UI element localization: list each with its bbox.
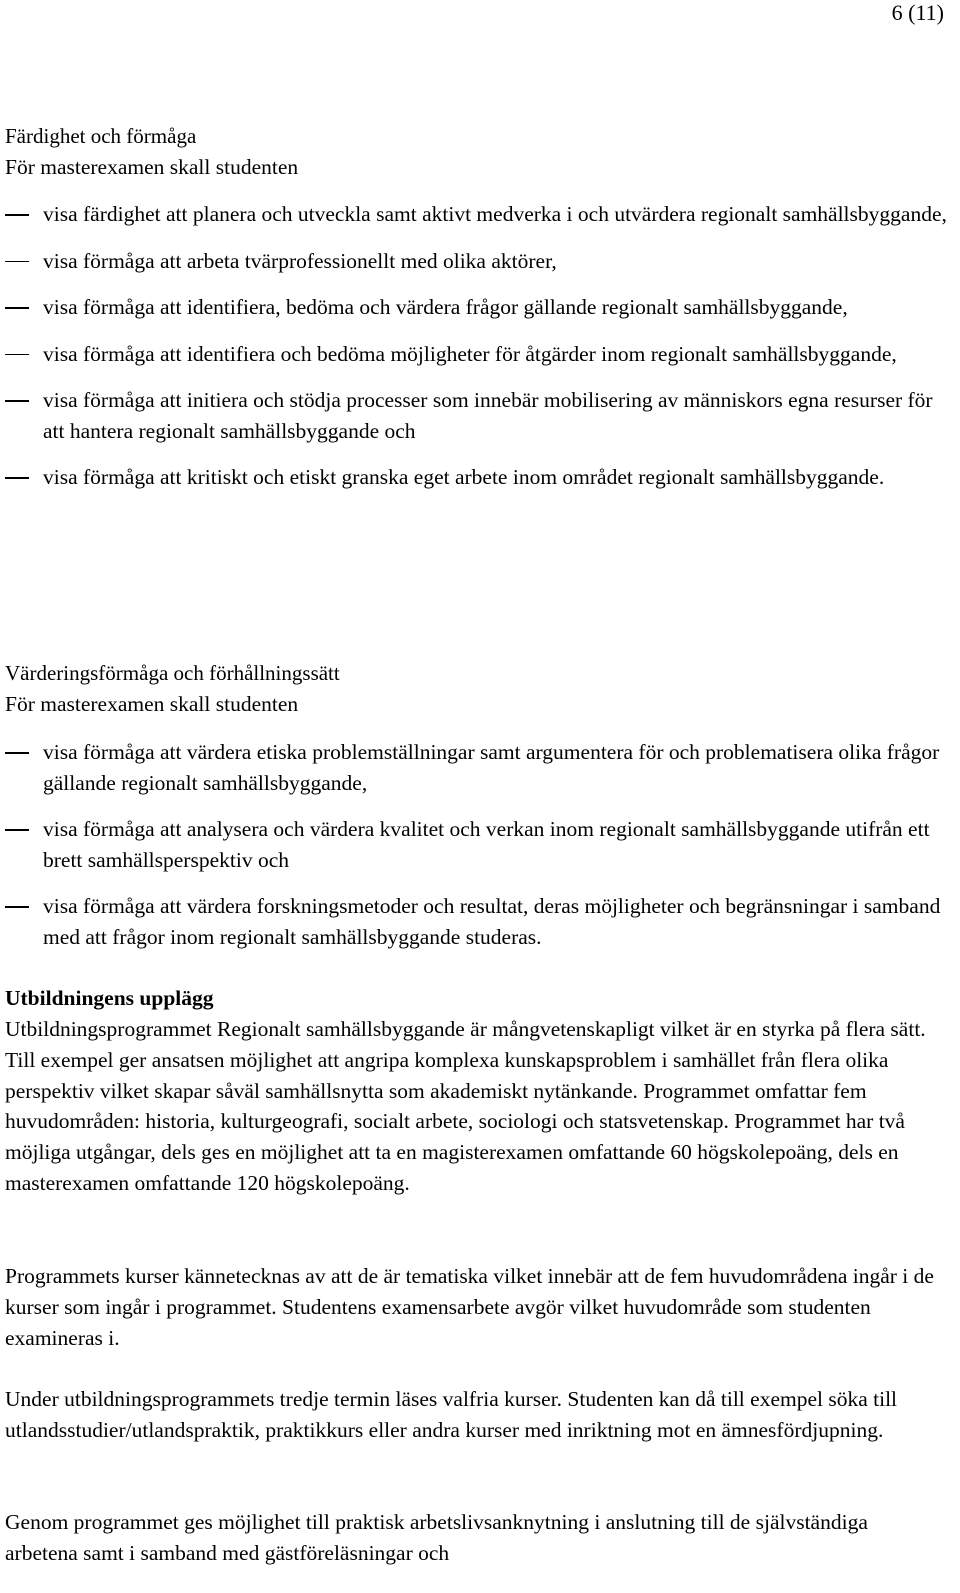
paragraph: Genom programmet ges möjlighet till praktisk arbetslivsanknytning i anslutning till de självständiga arbetena samt i samband med gästföreläsningar och [5, 1510, 868, 1565]
section-intro: För masterexamen skall studenten [5, 692, 299, 716]
list-item: visa förmåga att analysera och värdera kvalitet och verkan inom regionalt samhällsbyggande utifrån ett brett samhällsperspektiv och [5, 814, 948, 875]
paragraph: Under utbildningsprogrammets tredje termin läses valfria kurser. Studenten kan då till exempel söka till utlandsstudier/utlandspraktik, praktikkurs eller andra kurser med inriktning mot en ämnesfördjupning. [5, 1387, 898, 1442]
section-values [5, 658, 340, 720]
list-item: visa förmåga att värdera etiska problemställningar samt argumentera för och problematisera olika frågor gällande regionalt samhällsbyggande, [5, 737, 948, 798]
list-item: visa förmåga att kritiskt och etiskt granska eget arbete inom området regionalt samhällsbyggande. [5, 462, 948, 493]
values-list [5, 737, 948, 952]
section-skills [5, 121, 298, 183]
section-heading: Utbildningens upplägg [5, 986, 214, 1010]
skills-list [5, 199, 948, 493]
section-intro: För masterexamen skall studenten [5, 155, 299, 179]
list-item: visa färdighet att planera och utveckla samt aktivt medverka i och utvärdera regionalt samhällsbyggande, [5, 199, 948, 230]
list-item: visa förmåga att initiera och stödja processer som innebär mobilisering av människors egna resurser för att hantera regionalt samhällsbyggande och [5, 385, 948, 446]
list-item: visa förmåga att identifiera, bedöma och värdera frågor gällande regionalt samhällsbyggande, [5, 292, 948, 323]
section-heading: Värderingsförmåga och förhållningssätt [5, 661, 340, 685]
paragraph: Utbildningsprogrammet Regionalt samhällsbyggande är mångvetenskapligt vilket är en styrka på flera sätt. Till exempel ger ansatsen möjlighet att angripa komplexa kunskapsproblem i samhället från flera olika perspektiv vilket skapar såväl samhällsnytta som akademiskt nytänkande. Programmet omfattar fem huvudområden: historia, kulturgeografi, socialt arbete, sociologi och statsvetenskap. Programmet har två möjliga utgångar, dels ges en möjlighet att ta en magisterexamen omfattande 60 högskolepoäng, dels en masterexamen omfattande 120 högskolepoäng. [5, 1017, 926, 1195]
list-item: visa förmåga att värdera forskningsmetoder och resultat, deras möjligheter och begränsningar i samband med att frågor inom regionalt samhällsbyggande studeras. [5, 891, 948, 952]
section-heading: Färdighet och förmåga [5, 124, 197, 148]
page-number: 6 (11) [891, 0, 944, 25]
section-structure [5, 983, 214, 1014]
paragraph: Programmets kurser kännetecknas av att de är tematiska vilket innebär att de fem huvudområdena ingår i de kurser som ingår i programmet. Studentens examensarbete avgör vilket huvudområde som studenten examineras i. [5, 1264, 934, 1350]
list-item: visa förmåga att identifiera och bedöma möjligheter för åtgärder inom regionalt samhällsbyggande, [5, 339, 948, 370]
list-item: visa förmåga att arbeta tvärprofessionellt med olika aktörer, [5, 246, 948, 277]
